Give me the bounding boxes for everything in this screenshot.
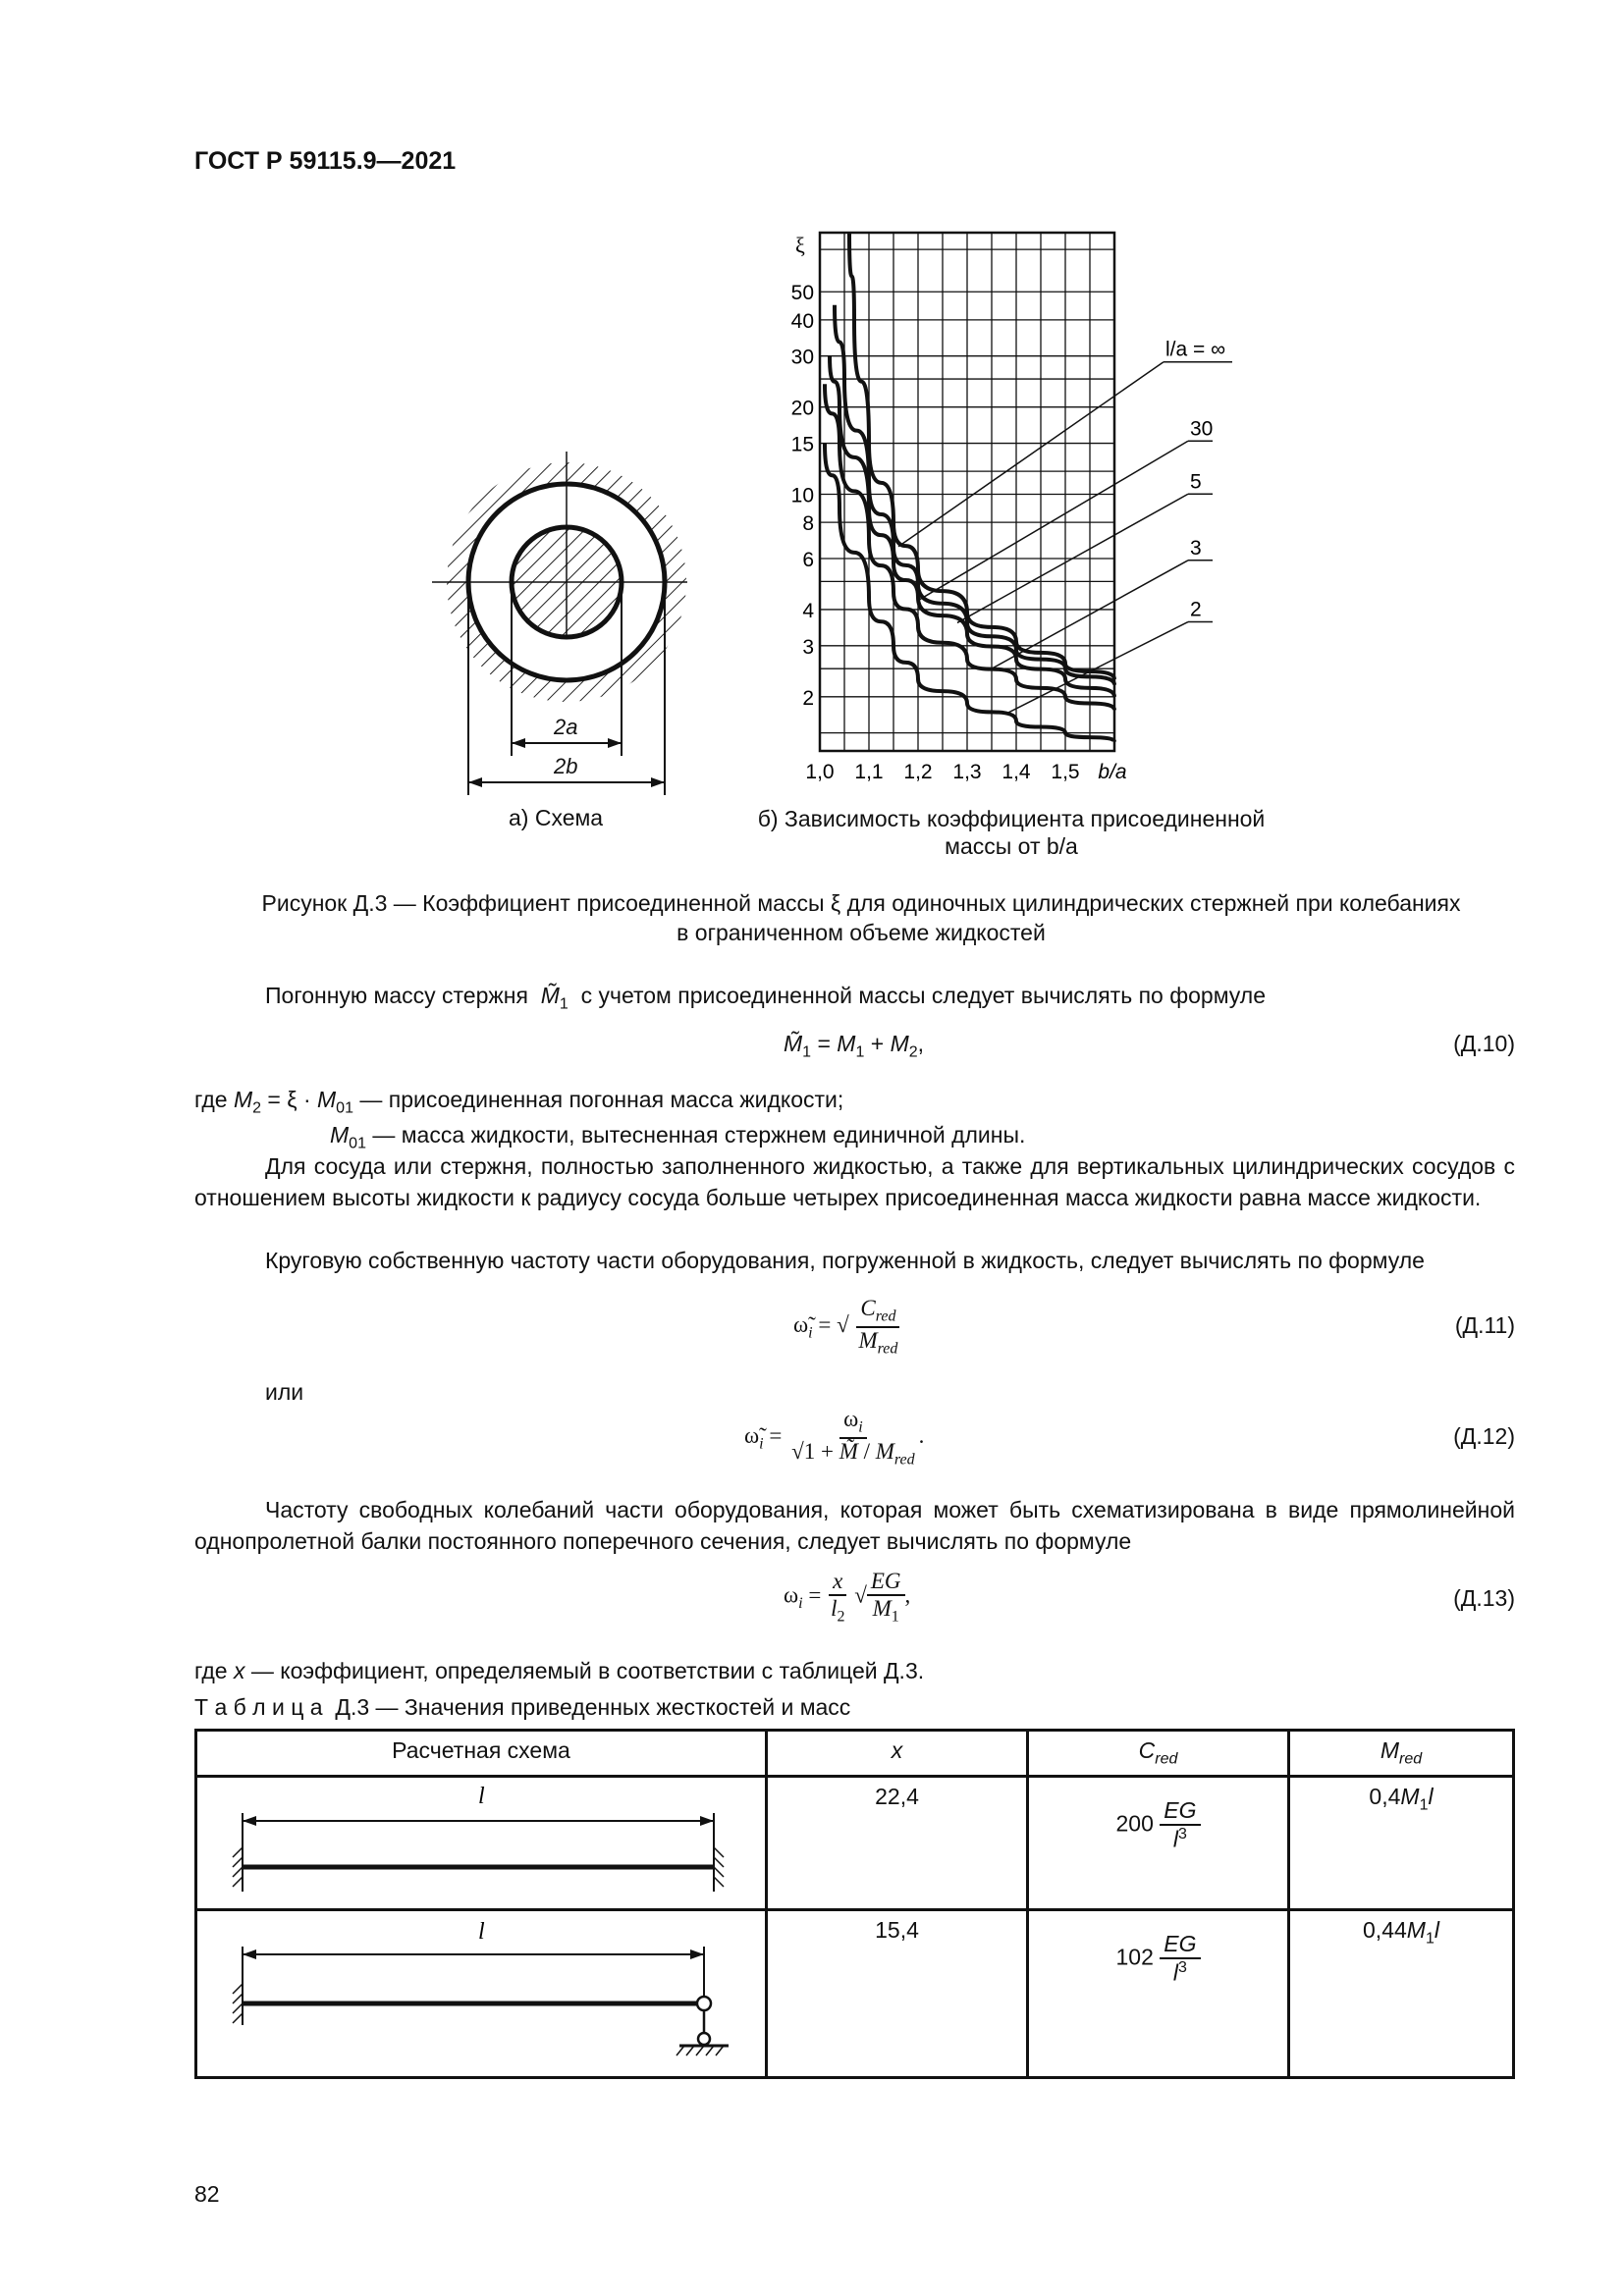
x-tick-label: 1,3 <box>952 761 982 783</box>
paragraph-4: Частоту свободных колебаний части оборудования, которая может быть схематизирована в виде прямолинейной однопролетной балки постоянного поперечного сечения, следует вычислять по формуле <box>194 1497 1515 1554</box>
page-number: 82 <box>194 2181 220 2207</box>
x-axis-label: b/a <box>1098 761 1127 783</box>
figure-caption-line1: Рисунок Д.3 — Коэффициент присоединенной массы ξ для одиночных цилиндрических стержней при колебаниях <box>261 890 1461 916</box>
series-label: 2 <box>1190 598 1202 621</box>
x-tick-label: 1,4 <box>1001 761 1031 783</box>
scheme-caption: а) Схема <box>509 805 604 830</box>
table-header: Расчетная схема <box>196 1731 767 1777</box>
series-label: 30 <box>1190 417 1214 441</box>
x-tick-label: 1,0 <box>805 761 835 783</box>
table-header: x <box>767 1731 1028 1777</box>
y-tick-label: 8 <box>802 512 814 536</box>
document-header: ГОСТ Р 59115.9—2021 <box>194 147 457 175</box>
table-d3 <box>194 1729 1515 2079</box>
figure-caption-line2: в ограниченном объеме жидкостей <box>677 920 1046 945</box>
y-tick-label: 2 <box>802 686 814 710</box>
label-2b: 2b <box>554 754 578 778</box>
series-label: l/a = ∞ <box>1165 338 1226 361</box>
leader-line <box>898 362 1164 547</box>
y-tick-label: 20 <box>790 397 814 420</box>
table-header: $M_{red}$ <box>1289 1731 1514 1777</box>
fixed-pinned-beam-diagram <box>221 1917 741 2064</box>
table-row: l 22,4 200 $\frac{EG}{l^3}$ $0,4M_1l$ <box>196 1776 1514 1909</box>
label-2a: 2a <box>554 715 578 739</box>
y-tick-label: 40 <box>790 309 814 333</box>
series-label: 5 <box>1190 470 1202 494</box>
table-title: Т а б л и ц а Д.3 — Значения приведенных жесткостей и масс <box>194 1694 851 1720</box>
x-tick-label: 1,1 <box>854 761 884 783</box>
y-tick-label: 15 <box>790 433 814 456</box>
or-word: или <box>265 1379 304 1405</box>
series-line <box>849 233 1114 679</box>
y-tick-label: 50 <box>790 282 814 305</box>
equation-d11: $\omegã_i$ = √ $\frac{C_{red}}{M_{red}}$ (Д.11) <box>793 1296 1515 1358</box>
y-tick-label: 6 <box>802 548 814 571</box>
paragraph-2: Для сосуда или стержня, полностью заполненного жидкостью, а также для вертикальных цилиндрических сосудов с отношением высоты жидкости к радиусу сосуда больше четырех присоединенная масса жидкости равна массе жидкости. <box>194 1153 1515 1210</box>
y-tick-label: 4 <box>802 599 814 622</box>
paragraph-5: где x — коэффициент, определяемый в соответствии с таблицей Д.3. <box>194 1658 925 1683</box>
where-1: где $M_2 = \xi \cdot M_{01}$ — присоединенная погонная масса жидкости; <box>194 1087 844 1117</box>
table-header: $C_{red}$ <box>1028 1731 1289 1777</box>
equation-d13: $\omega_i$ = $\frac{x}{l_2}$ √ $\frac{EG}{M_1}$ , (Д.13) <box>784 1569 1515 1626</box>
chart-caption: б) Зависимость коэффициента присоединенной массы от b/a <box>757 806 1266 859</box>
y-tick-label: 30 <box>790 346 814 369</box>
fixed-fixed-beam-diagram <box>221 1784 741 1896</box>
svg-text:l: l <box>478 1783 485 1809</box>
svg-text:l: l <box>478 1918 485 1945</box>
equation-d12: $\omegã_i$ = $\frac{\omega_i}{√1 + M̃ / M_{red}}$ . (Д.12) <box>744 1407 1515 1468</box>
paragraph-1: Погонную массу стержня $M̃_1$ с учетом присоединенной массы следует вычислять по формуле <box>265 983 1267 1013</box>
where-2: $M_{01}$ — масса жидкости, вытесненная стержнем единичной длины. <box>330 1122 1026 1152</box>
paragraph-3: Круговую собственную частоту части оборудования, погруженной в жидкость, следует вычислять по формуле <box>265 1248 1425 1273</box>
xi-chart <box>766 221 1257 800</box>
leader-line <box>918 441 1188 600</box>
x-tick-label: 1,2 <box>903 761 933 783</box>
series-label: 3 <box>1190 536 1202 560</box>
y-tick-label: 3 <box>802 635 814 659</box>
y-axis-label: ξ <box>795 233 805 257</box>
y-tick-label: 10 <box>790 484 814 507</box>
x-tick-label: 1,5 <box>1051 761 1080 783</box>
table-row: l 15,4 102 $\frac{EG}{l^3}$ $0,44M_1l$ <box>196 1909 1514 2077</box>
